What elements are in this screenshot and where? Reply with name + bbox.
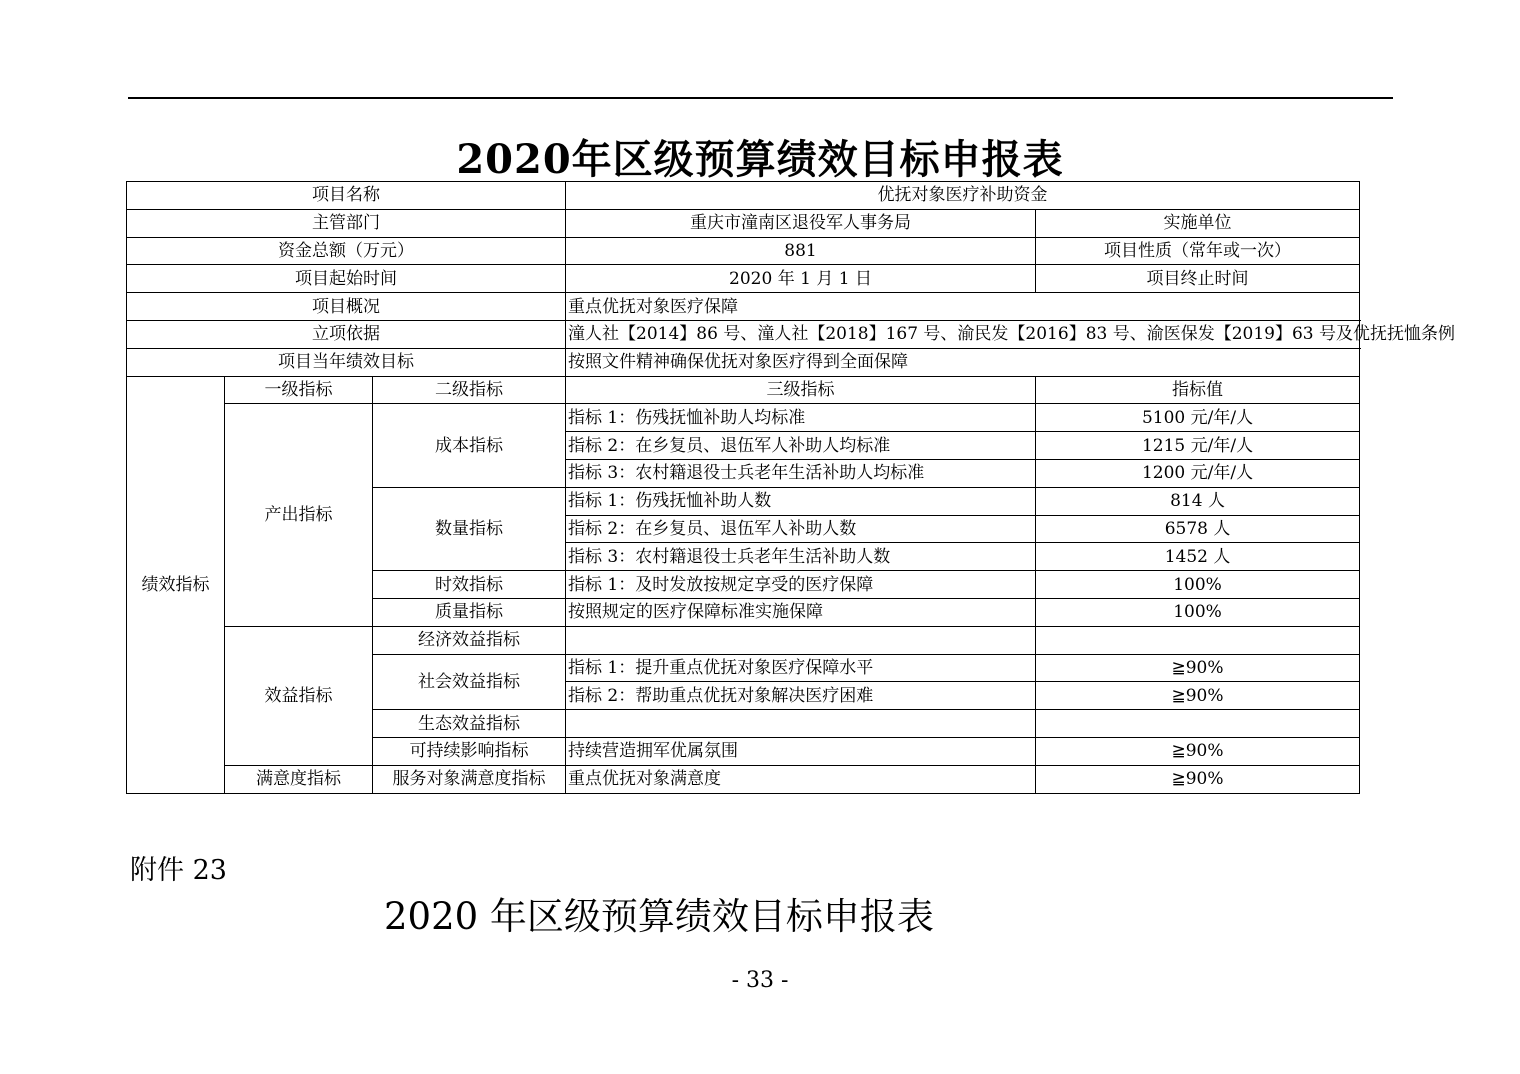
indicator-value: ≧90% (1036, 765, 1360, 793)
indicator-value: ≧90% (1036, 737, 1360, 765)
top-rule (128, 97, 1393, 99)
indicator-name (566, 710, 1036, 738)
dept-label: 主管部门 (127, 209, 566, 237)
indicator-value: 100% (1036, 598, 1360, 626)
indicator-value: 5100 元/年/人 (1036, 404, 1360, 432)
start-label: 项目起始时间 (127, 265, 566, 293)
indicator-value: 100% (1036, 571, 1360, 599)
satisfaction-sub-label: 服务对象满意度指标 (373, 765, 566, 793)
budget-performance-table (126, 181, 1456, 794)
cost-label: 成本指标 (373, 404, 566, 487)
project-name-label: 项目名称 (127, 182, 566, 210)
ecological-label: 生态效益指标 (373, 710, 566, 738)
sustainable-label: 可持续影响指标 (373, 737, 566, 765)
indicator-name: 指标 1：伤残抚恤补助人数 (566, 487, 1036, 515)
attachment-label: 附件 23 (130, 855, 227, 886)
impl-label: 实施单位 (1036, 209, 1360, 237)
table-row (127, 765, 1360, 793)
economic-label: 经济效益指标 (373, 626, 566, 654)
indicator-value: 1215 元/年/人 (1036, 432, 1360, 460)
indicator-name: 指标 3：农村籍退役士兵老年生活补助人数 (566, 543, 1036, 571)
table-row (127, 182, 1360, 210)
indicator-name: 重点优抚对象满意度 (566, 765, 1036, 793)
header-level2: 二级指标 (373, 376, 566, 404)
basis-value: 潼人社【2014】86 号、潼人社【2018】167 号、渝民发【2016】83 号、渝医保发【2019】63 号及优抚抚恤条例 (566, 320, 1360, 348)
indicator-value: 1452 人 (1036, 543, 1360, 571)
indicator-name: 指标 3：农村籍退役士兵老年生活补助人均标准 (566, 459, 1036, 487)
quantity-label: 数量指标 (373, 487, 566, 570)
indicator-name (566, 626, 1036, 654)
funds-value: 881 (566, 237, 1036, 265)
benefit-label: 效益指标 (225, 626, 373, 765)
end-label: 项目终止时间 (1036, 265, 1360, 293)
indicator-name: 指标 2：在乡复员、退伍军人补助人均标准 (566, 432, 1036, 460)
indicator-name: 指标 1：伤残抚恤补助人均标准 (566, 404, 1036, 432)
table-row (127, 265, 1360, 293)
table-row (127, 626, 1360, 654)
table-row (127, 376, 1360, 404)
table-row (127, 293, 1360, 321)
goal-value: 按照文件精神确保优抚对象医疗得到全面保障 (566, 348, 1360, 376)
indicator-value: ≧90% (1036, 654, 1360, 682)
header-level3: 三级指标 (566, 376, 1036, 404)
indicator-name: 指标 1：提升重点优抚对象医疗保障水平 (566, 654, 1036, 682)
indicators-section-label: 绩效指标 (127, 376, 225, 793)
output-label: 产出指标 (225, 404, 373, 626)
dept-value: 重庆市潼南区退役军人事务局 (566, 209, 1036, 237)
indicator-name: 指标 1：及时发放按规定享受的医疗保障 (566, 571, 1036, 599)
indicator-name: 按照规定的医疗保障标准实施保障 (566, 598, 1036, 626)
header-value: 指标值 (1036, 376, 1360, 404)
nature-label: 项目性质（常年或一次） (1036, 237, 1360, 265)
indicator-name: 指标 2：在乡复员、退伍军人补助人数 (566, 515, 1036, 543)
table-row (127, 404, 1360, 432)
table-row (127, 237, 1360, 265)
indicator-value (1036, 626, 1360, 654)
start-value: 2020 年 1 月 1 日 (566, 265, 1036, 293)
indicator-value (1036, 710, 1360, 738)
overview-label: 项目概况 (127, 293, 566, 321)
secondary-title: 2020 年区级预算绩效目标申报表 (384, 895, 934, 938)
page-title: 2020年区级预算绩效目标申报表 (456, 136, 1064, 183)
funds-label: 资金总额（万元） (127, 237, 566, 265)
goal-label: 项目当年绩效目标 (127, 348, 566, 376)
table-row (127, 348, 1360, 376)
indicator-value: ≧90% (1036, 682, 1360, 710)
basis-label: 立项依据 (127, 320, 566, 348)
page-number: - 33 - (731, 968, 789, 993)
timeliness-label: 时效指标 (373, 571, 566, 599)
project-name-value: 优抚对象医疗补助资金 (566, 182, 1360, 210)
indicator-value: 814 人 (1036, 487, 1360, 515)
overview-value: 重点优抚对象医疗保障 (566, 293, 1360, 321)
table-row (127, 320, 1360, 348)
table-row (127, 209, 1360, 237)
satisfaction-label: 满意度指标 (225, 765, 373, 793)
indicator-name: 指标 2：帮助重点优抚对象解决医疗困难 (566, 682, 1036, 710)
indicator-value: 1200 元/年/人 (1036, 459, 1360, 487)
quality-label: 质量指标 (373, 598, 566, 626)
social-label: 社会效益指标 (373, 654, 566, 710)
indicator-value: 6578 人 (1036, 515, 1360, 543)
indicator-name: 持续营造拥军优属氛围 (566, 737, 1036, 765)
header-level1: 一级指标 (225, 376, 373, 404)
